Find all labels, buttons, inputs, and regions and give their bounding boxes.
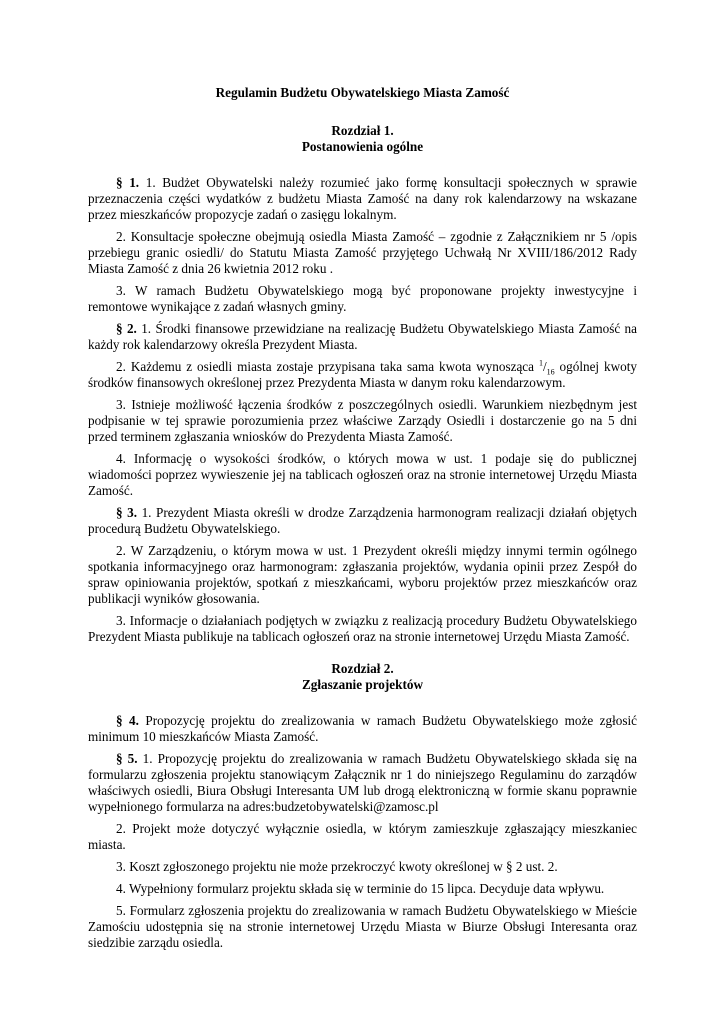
section-marker: § 5. [116, 751, 138, 766]
chapter-number: Rozdział 2. [331, 661, 394, 676]
paragraph: 3. Koszt zgłoszonego projektu nie może przekroczyć kwoty określonej w § 2 ust. 2. [116, 859, 558, 874]
paragraph-text: 1. Środki finansowe przewidziane na realizację Budżetu Obywatelskiego Miasta Zamość na każdy rok kalendarzowy określa Prezydent Miasta. [88, 321, 638, 352]
paragraph-text: 1. Budżet Obywatelski należy rozumieć jako formę konsultacji społecznych w sprawie przeznaczenia części wydatków z budżetu Miasta Zamość na dany rok kalendarzowy na wskazane przez mieszkańców propozycje zadań o zasięgu lokalnym. [88, 175, 638, 222]
paragraph: 2. Konsultacje społeczne obejmują osiedla Miasta Zamość – zgodnie z Załącznikiem nr 5 /opis przebiegu granic osiedli/ do Statutu Miasta Zamość przyjętego Uchwałą Nr XVIII/186/2012 Rady Miasta Zamość z dnia 26 kwietnia 2012 roku . [88, 229, 637, 276]
paragraph-text: ogólnej kwoty środków finansowych określonej przez Prezydenta Miasta w danym roku kalendarzowym. [88, 359, 637, 390]
chapter-2-heading [88, 661, 637, 693]
paragraph-section-3 [88, 505, 637, 537]
section-marker: § 2. [116, 321, 137, 336]
paragraph-section-5 [88, 751, 637, 815]
paragraph: 2. W Zarządzeniu, o którym mowa w ust. 1 Prezydent określi między innymi termin ogólnego spotkania informacyjnego oraz harmonogram: zgłaszania projektów, wydania opinii przez Zespół do spraw opiniowania projektów, spotkań z mieszkańcami, wyboru projektów przez mieszkańców oraz publikacji wyników głosowania. [88, 543, 637, 606]
section-marker: § 4. [116, 713, 139, 728]
paragraph-section-1 [88, 175, 637, 223]
paragraph-text: 2. Każdemu z osiedli miasta zostaje przypisana taka sama kwota wynosząca [116, 359, 539, 374]
chapter-title: Postanowienia ogólne [301, 139, 424, 154]
paragraph-text: 1. Propozycję projektu do zrealizowania w ramach Budżetu Obywatelskiego składa się na formularzu zgłoszenia projektu stanowiącym Załącznik nr 1 do niniejszego Regulaminu do zarządów właściwych osiedli, Biura Obsługi Interesanta UM lub drogą elektroniczną w formie skanu poprawnie wypełnionego formularza na adres:budzetobywatelski@zamosc.pl [88, 751, 637, 814]
section-marker: § 3. [116, 505, 138, 520]
document-title: Regulamin Budżetu Obywatelskiego Miasta Zamość [215, 85, 510, 100]
paragraph: 3. Istnieje możliwość łączenia środków z poszczególnych osiedli. Warunkiem niezbędnym jest podpisanie w tej sprawie porozumienia przez właściwe Zarządy Osiedli i dostarczenie go na 5 dni przed terminem zgłaszania wniosków do Prezydenta Miasta Zamość. [88, 397, 637, 444]
paragraph: 4. Wypełniony formularz projektu składa się w terminie do 15 lipca. Decyduje data wpływu. [116, 881, 605, 896]
paragraph-text: 1. Prezydent Miasta określi w drodze Zarządzenia harmonogram realizacji działań objętych procedurą Budżetu Obywatelskiego. [88, 505, 638, 536]
paragraph: 2. Projekt może dotyczyć wyłącznie osiedla, w którym zamieszkuje zgłaszający mieszkaniec miasta. [88, 821, 637, 852]
paragraph-text: Propozycję projektu do zrealizowania w ramach Budżetu Obywatelskiego może zgłosić minimum 10 mieszkańców Miasta Zamość. [88, 713, 637, 744]
chapter-1-heading [88, 123, 637, 155]
fraction-numerator: 1 [538, 358, 543, 368]
paragraph: 3. Informacje o działaniach podjętych w związku z realizacją procedury Budżetu Obywatelskiego Prezydent Miasta publikuje na tablicach ogłoszeń oraz na stronie internetowej Urzędu Miasta Zamość. [88, 613, 637, 644]
paragraph-section-4 [88, 713, 637, 745]
paragraph-section-2 [88, 321, 637, 353]
chapter-number: Rozdział 1. [331, 123, 394, 138]
paragraph-fraction [88, 359, 637, 391]
fraction-slash: / [542, 359, 547, 374]
section-marker: § 1. [116, 175, 140, 190]
paragraph: 3. W ramach Budżetu Obywatelskiego mogą być proponowane projekty inwestycyjne i remontowe wynikające z zadań własnych gminy. [88, 283, 637, 314]
paragraph: 4. Informację o wysokości środków, o których mowa w ust. 1 podaje się do publicznej wiadomości poprzez wywieszenie jej na tablicach ogłoszeń oraz na stronie internetowej Urzędu Miasta Zamość. [88, 451, 637, 498]
fraction-denominator: 16 [546, 367, 555, 377]
paragraph: 5. Formularz zgłoszenia projektu do zrealizowania w ramach Budżetu Obywatelskiego w Mieście Zamościu udostępnia się na stronie internetowej Urzędu Miasta w Biurze Obsługi Interesanta oraz siedzibie zarządu osiedla. [88, 903, 637, 950]
chapter-title: Zgłaszanie projektów [301, 677, 423, 692]
